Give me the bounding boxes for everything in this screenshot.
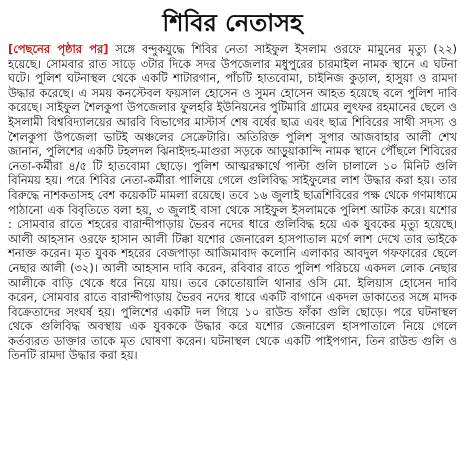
article-headline: শিবির নেতাসহ	[162, 8, 303, 37]
article-body	[8, 42, 457, 363]
continuation-leadin: [পেছনের পৃষ্ঠার পর]	[8, 42, 109, 56]
article-body-text: সঙ্গে বন্দুকযুদ্ধে শিবির নেতা সাইফুল ইসলাম ওরফে মামুনের মৃত্যু (২২) হয়েছে। সোমবার রাত সাড়ে ৩টার দিকে সদর উপজেলার মধুপুরের চারমাইল নামক স্থানে এ ঘটনা ঘটে। পুলিশ ঘটনাস্থল থেকে একটি শাটারগান, পাঁচটি হাতবোমা, চাইনিজ কুড়াল, হাসুয়া ও রামদা উদ্ধার করেছে। এ সময় কনস্টেবল ফয়সাল হোসেন ও সুমন হোসেন আহত হয়েছে বলে পুলিশ দাবি করেছে। সাইফুল শৈলকুপা উপজেলার ফুলহরি ইউনিয়নের পুটিমারি গ্রামের লুৎফর রহমানের ছেলে ও ইসলামী বিশ্ববিদ্যালয়ের আরবি বিভাগের মাস্টার্স শেষ বর্ষের ছাত্র এবং ছাত্র শিবিরের সাথী সদস্য ও শৈলকুপা উপজেলা ভাটই অঞ্চলের সেক্রেটারি। অতিরিক্ত পুলিশ সুপার আজবাহার আলী শেখ জানান, পুলিশের একটি টহলদল ঝিনাইদহ-মাগুরা সড়কে আড়ুয়াকান্দি নামক স্থানে পৌঁছলে শিবিরের নেতা-কর্মীরা ৪/৫ টি হাতবোমা ছোড়ে। পুলিশ আত্মরক্ষার্থে পাল্টা গুলি চালালে ১০ মিনিট গুলি বিনিময় হয়। পরে শিবির নেতা-কর্মীরা পালিয়ে গেলে গুলিবিদ্ধ সাইফুলের লাশ উদ্ধার করা হয়। তার বিরুদ্ধে নাশকতাসহ বেশ কয়েকটি মামলা রয়েছে। তবে ১৬ জুলাই ছাত্রশিবিরের পক্ষ থেকে গণমাধ্যমে পাঠানো এক বিবৃতিতে বলা হয়, ৩ জুলাই বাসা থেকে সাইফুল ইসলামকে পুলিশ আটক করে। যশোর : সোমবার রাতে শহরের বারান্দীপাড়ায় ভৈরব নদের ধারে গুলিবিদ্ধ হয়ে এক যুবকের মৃত্যু হয়েছে। আলী আহসান ওরফে হাসান আলী টিক্কা যশোর জেনারেল হাসপাতাল মর্গে লাশ দেখে তার ভাইকে শনাক্ত করেন। মৃত যুবক শহরের বেজপাড়া আজিমাবাদ কলোনি এলাকার আবদুল গফফারের ছেলে নেছার আলী (৩২)। আলী আহসান দাবি করেন, রবিবার রাতে পুলিশ পরিচয়ে একদল লোক নেছার আলীকে বাড়ি থেকে ধরে নিয়ে যায়। তবে কোতোয়ালি থানার ওসি মো. ইলিয়াস হোসেন দাবি করেন, সোমবার রাতে বারান্দীপাড়ায় ভৈরব নদের ধারে একটি বাগানে একদল ডাকাতের সঙ্গে মাদক বিক্রেতাদের সংঘর্ষ হয়। পুলিশের একটি দল গিয়ে ১০ রাউন্ড ফাঁকা গুলি ছোড়ে। পরে ঘটনাস্থল থেকে গুলিবিদ্ধ অবস্থায় এক যুবককে উদ্ধার করে যশোর জেনারেল হাসপাতালে নিয়ে গেলে কর্তব্যরত ডাক্তার তাকে মৃত ঘোষণা করেন। ঘটনাস্থল থেকে একটি পাইপগান, তিন রাউন্ড গুলি ও তিনটি রামদা উদ্ধার করা হয়।	[8, 42, 458, 363]
